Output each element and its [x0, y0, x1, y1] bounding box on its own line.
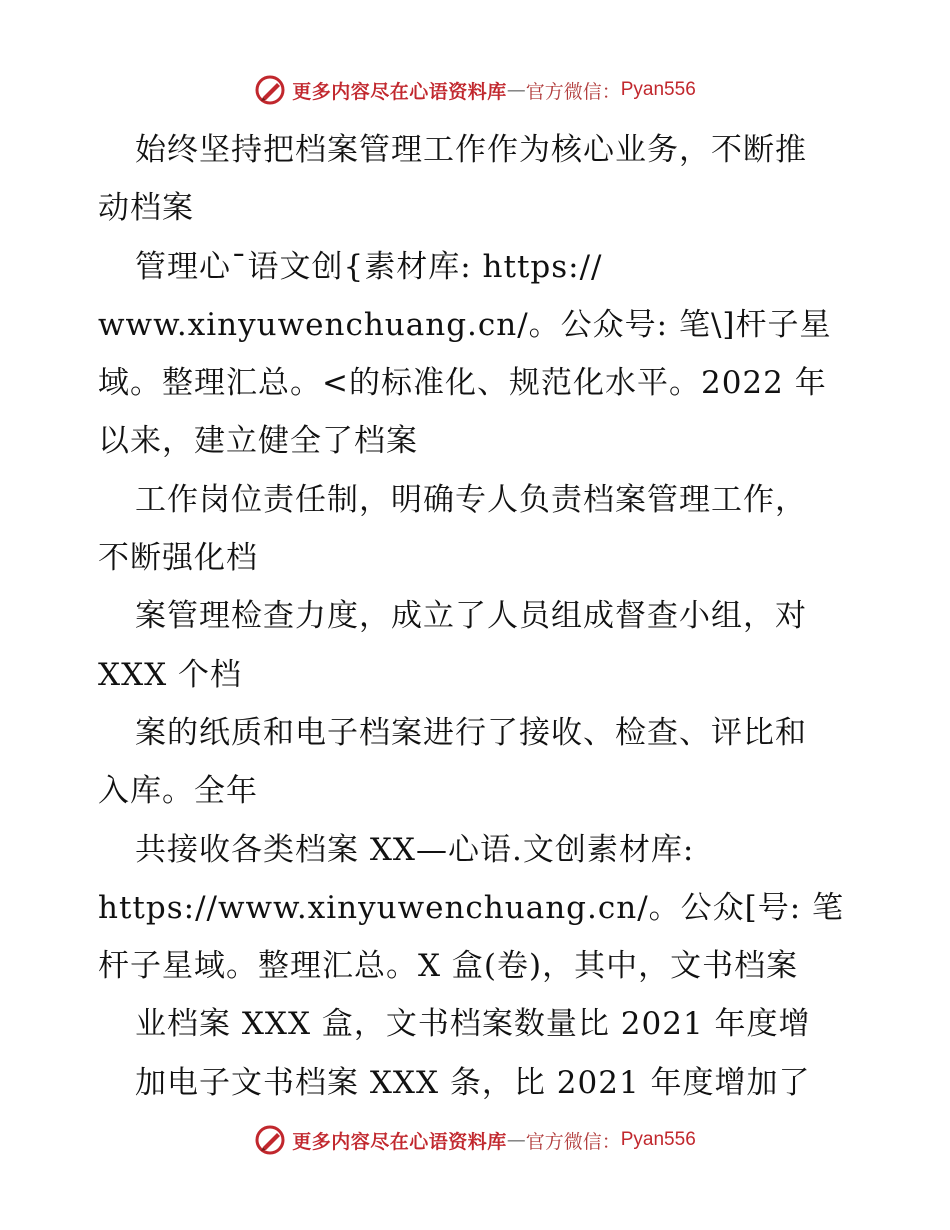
body-line: www.xinyuwenchuang.cn/。公众号: 笔\]杆子星: [98, 306, 832, 343]
banner-text: 更多内容尽在心语资料库: [292, 1130, 507, 1153]
body-line: 入库。全年: [98, 773, 258, 810]
header-banner: [0, 70, 950, 110]
body-line: 加电子文书档案 XXX 条，比 2021 年度增加了: [135, 1064, 811, 1101]
document-body: [98, 121, 858, 1112]
footer-banner: [0, 1120, 950, 1160]
body-line: 管理心¯语文创{素材库: https://: [135, 248, 603, 285]
body-line: 不断强化档: [98, 540, 258, 577]
banner-dash: —: [506, 1129, 526, 1151]
banner-wechat-label: 官方微信：: [525, 1130, 621, 1153]
banner-wechat-id: Pyan556: [620, 1129, 696, 1150]
body-line: 域。整理汇总。<的标准化、规范化水平。2022 年: [98, 365, 827, 402]
body-line: 案管理检查力度，成立了人员组成督查小组，对: [135, 598, 807, 635]
body-line: 案的纸质和电子档案进行了接收、检查、评比和: [135, 714, 807, 751]
banner-text: 更多内容尽在心语资料库: [292, 80, 507, 103]
pen-logo-icon: [254, 1124, 286, 1156]
banner-wechat-id: Pyan556: [620, 79, 696, 100]
body-line: 动档案: [98, 190, 194, 227]
body-line: 以来，建立健全了档案: [98, 423, 418, 460]
body-line: https://www.xinyuwenchuang.cn/。公众[号: 笔: [98, 889, 845, 926]
body-line: 业档案 XXX 盒，文书档案数量比 2021 年度增: [135, 1006, 811, 1043]
pen-logo-icon: [254, 74, 286, 106]
body-line: XXX 个档: [98, 656, 243, 693]
banner-wechat-label: 官方微信：: [525, 80, 621, 103]
body-line: 共接收各类档案 XX—心语.文创素材库:: [135, 831, 695, 868]
body-line: 工作岗位责任制，明确专人负责档案管理工作，: [135, 481, 807, 518]
body-line: 始终坚持把档案管理工作作为核心业务，不断推: [135, 132, 807, 168]
body-line: 杆子星域。整理汇总。X 盒(卷)，其中，文书档案: [98, 948, 799, 985]
banner-dash: —: [506, 79, 526, 101]
